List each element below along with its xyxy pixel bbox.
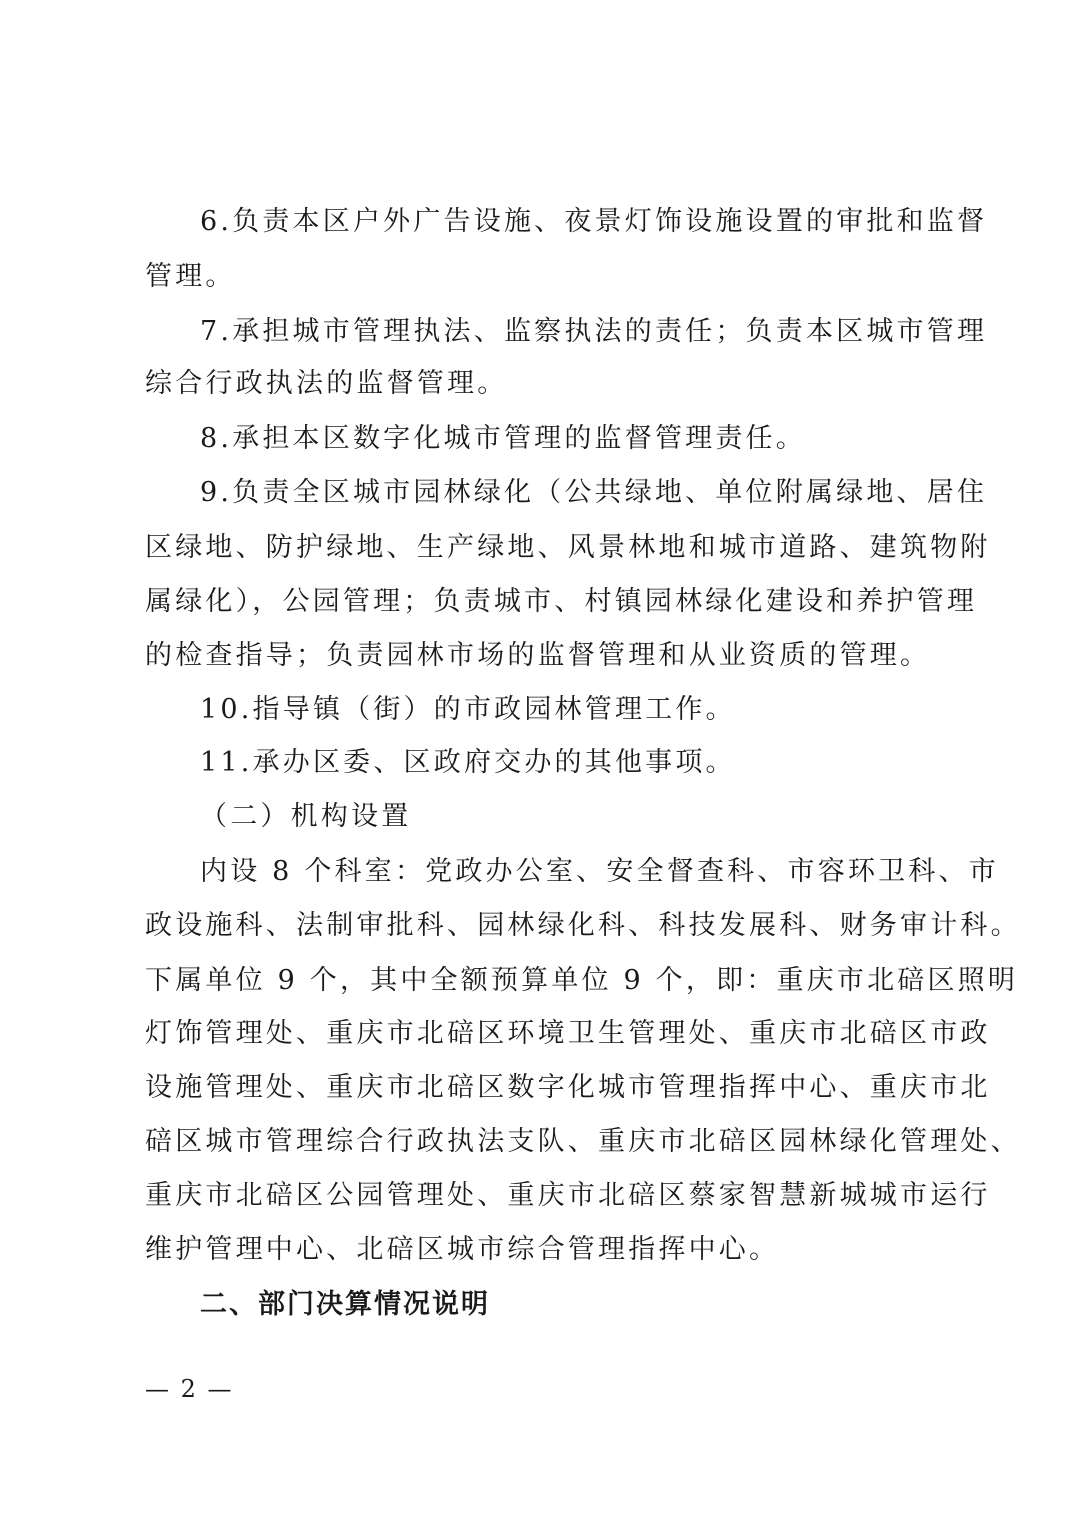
paragraph-9-line-1: 9.负责全区城市园林绿化（公共绿地、单位附属绿地、居住: [200, 477, 988, 508]
paragraph-org-line-8: 维护管理中心、北碚区城市综合管理指挥中心。: [145, 1234, 780, 1265]
paragraph-7-line-1: 7.承担城市管理执法、监察执法的责任；负责本区城市管理: [200, 316, 988, 347]
paragraph-org-line-7: 重庆市北碚区公园管理处、重庆市北碚区蔡家智慧新城城市运行: [145, 1180, 991, 1211]
paragraph-org-line-4: 灯饰管理处、重庆市北碚区环境卫生管理处、重庆市北碚区市政: [145, 1018, 991, 1049]
paragraph-org-line-1: 内设 8 个科室：党政办公室、安全督查科、市容环卫科、市: [200, 856, 999, 887]
paragraph-org-line-6: 碚区城市管理综合行政执法支队、重庆市北碚区园林绿化管理处、: [145, 1126, 1021, 1157]
paragraph-org-line-2: 政设施科、法制审批科、园林绿化科、科技发展科、财务审计科。: [145, 910, 1021, 941]
paragraph-10-line-1: 10.指导镇（街）的市政园林管理工作。: [200, 694, 736, 725]
section-two-heading: 二、部门决算情况说明: [200, 1289, 490, 1320]
paragraph-6-line-1: 6.负责本区户外广告设施、夜景灯饰设施设置的审批和监督: [200, 206, 988, 237]
paragraph-11-line-1: 11.承办区委、区政府交办的其他事项。: [200, 747, 736, 778]
paragraph-6-line-2: 管理。: [145, 261, 236, 292]
paragraph-9-line-3: 属绿化），公园管理；负责城市、村镇园林绿化建设和养护管理: [145, 586, 978, 617]
paragraph-org-line-3: 下属单位 9 个，其中全额预算单位 9 个，即：重庆市北碚区照明: [145, 965, 1019, 996]
paragraph-8-line-1: 8.承担本区数字化城市管理的监督管理责任。: [200, 423, 806, 454]
paragraph-7-line-2: 综合行政执法的监督管理。: [145, 368, 508, 399]
page-number: — 2 —: [145, 1375, 234, 1403]
paragraph-9-line-4: 的检查指导；负责园林市场的监督管理和从业资质的管理。: [145, 640, 931, 671]
section-org-heading: （二）机构设置: [200, 801, 412, 832]
paragraph-org-line-5: 设施管理处、重庆市北碚区数字化城市管理指挥中心、重庆市北: [145, 1072, 991, 1103]
paragraph-9-line-2: 区绿地、防护绿地、生产绿地、风景林地和城市道路、建筑物附: [145, 532, 991, 563]
